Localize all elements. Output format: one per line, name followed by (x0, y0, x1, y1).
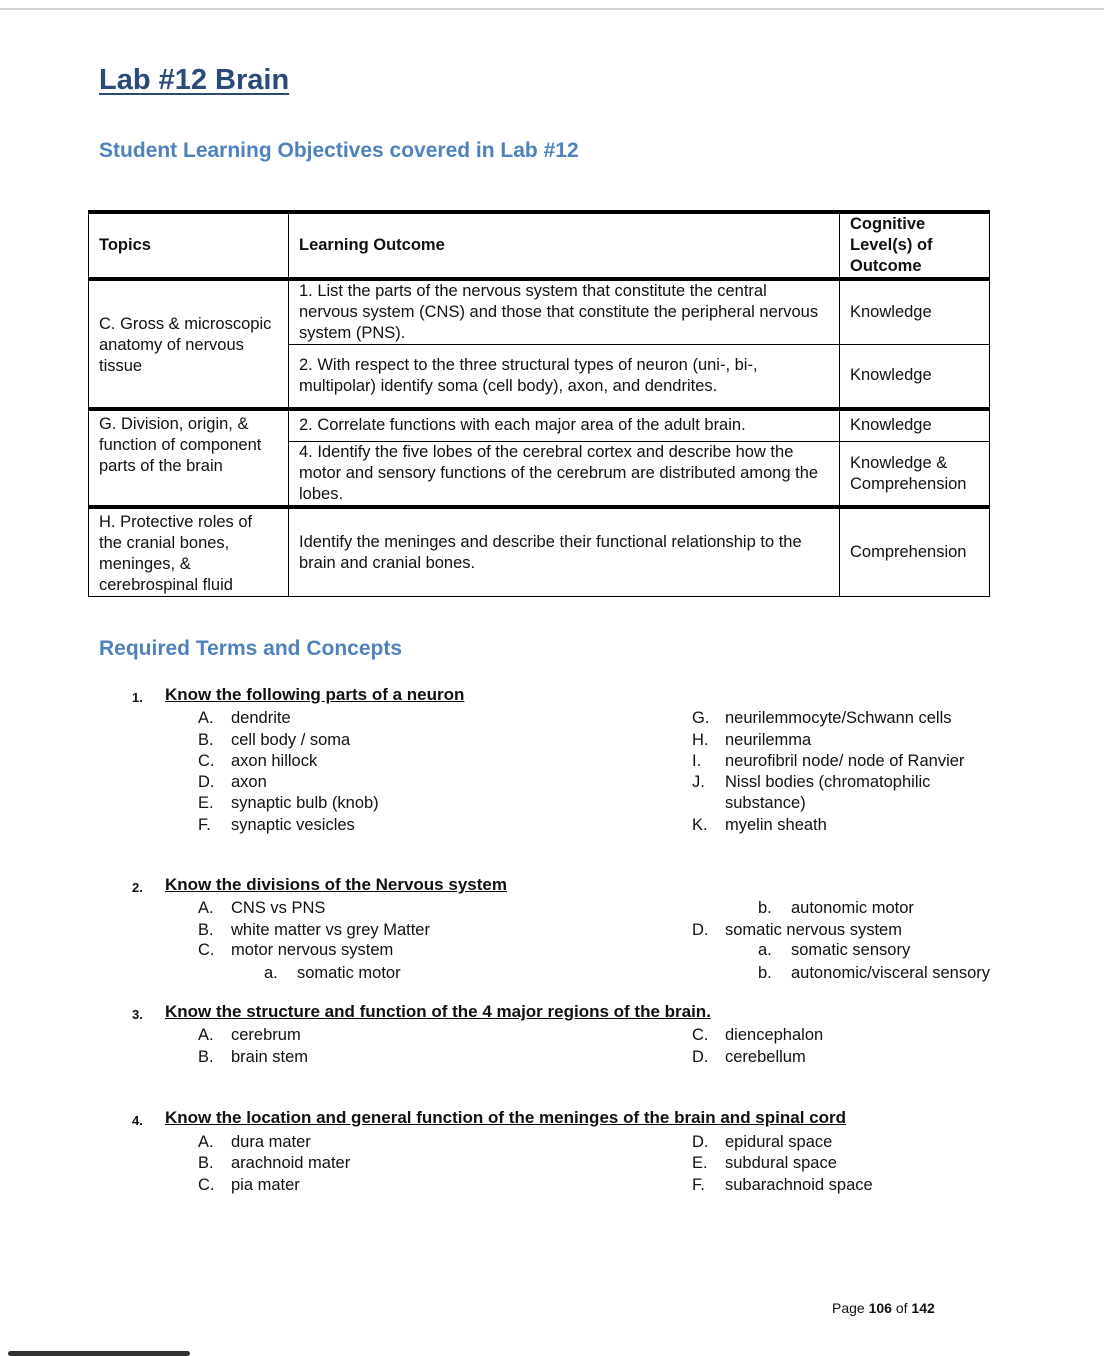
scrollbar[interactable] (8, 1351, 190, 1356)
outcome-cell: 4. Identify the five lobes of the cerebral cortex and describe how the motor and sensory functions of the cerebrum are distributed among the lobes. (289, 442, 840, 508)
header-topics: Topics (89, 212, 289, 279)
table-row (89, 409, 990, 442)
section-number: 3. (132, 1007, 143, 1022)
section-number: 2. (132, 880, 143, 895)
level-cell: Knowledge (840, 345, 990, 409)
top-border (0, 8, 1104, 10)
page-title: Lab #12 Brain (99, 64, 290, 96)
section-heading: Know the structure and function of the 4 major regions of the brain. (165, 1002, 711, 1021)
header-learning-outcome: Learning Outcome (289, 212, 840, 279)
table-row (89, 507, 990, 597)
topic-cell: G. Division, origin, & function of component parts of the brain (89, 409, 289, 508)
table-header-row (89, 212, 990, 279)
page-number: Page 106 of 142 (832, 1300, 935, 1316)
objectives-table (88, 210, 990, 597)
outcome-cell: 1. List the parts of the nervous system that constitute the central nervous system (CNS) and those that constitute the peripheral nervous system (PNS). (289, 279, 840, 345)
section-heading: Know the divisions of the Nervous system (165, 875, 507, 894)
section-heading: Know the location and general function of the meninges of the brain and spinal cord (165, 1108, 846, 1127)
level-cell: Knowledge (840, 409, 990, 442)
table-row (89, 279, 990, 345)
terms-heading: Required Terms and Concepts (99, 637, 403, 660)
level-cell: Knowledge (840, 279, 990, 345)
outcome-cell: 2. With respect to the three structural types of neuron (uni-, bi-, multipolar) identify soma (cell body), axon, and dendrites. (289, 345, 840, 409)
section-number: 1. (132, 690, 143, 705)
topic-cell: C. Gross & microscopic anatomy of nervous tissue (89, 279, 289, 409)
outcome-cell: Identify the meninges and describe their functional relationship to the brain and cranial bones. (289, 507, 840, 597)
level-cell: Knowledge & Comprehension (840, 442, 990, 508)
header-cognitive-level: Cognitive Level(s) of Outcome (840, 212, 990, 279)
topic-cell: H. Protective roles of the cranial bones, meninges, & cerebrospinal fluid (89, 507, 289, 597)
objectives-heading: Student Learning Objectives covered in Lab #12 (99, 139, 579, 162)
section-heading: Know the following parts of a neuron (165, 685, 465, 704)
level-cell: Comprehension (840, 507, 990, 597)
outcome-cell: 2. Correlate functions with each major area of the adult brain. (289, 409, 840, 442)
section-number: 4. (132, 1113, 143, 1128)
